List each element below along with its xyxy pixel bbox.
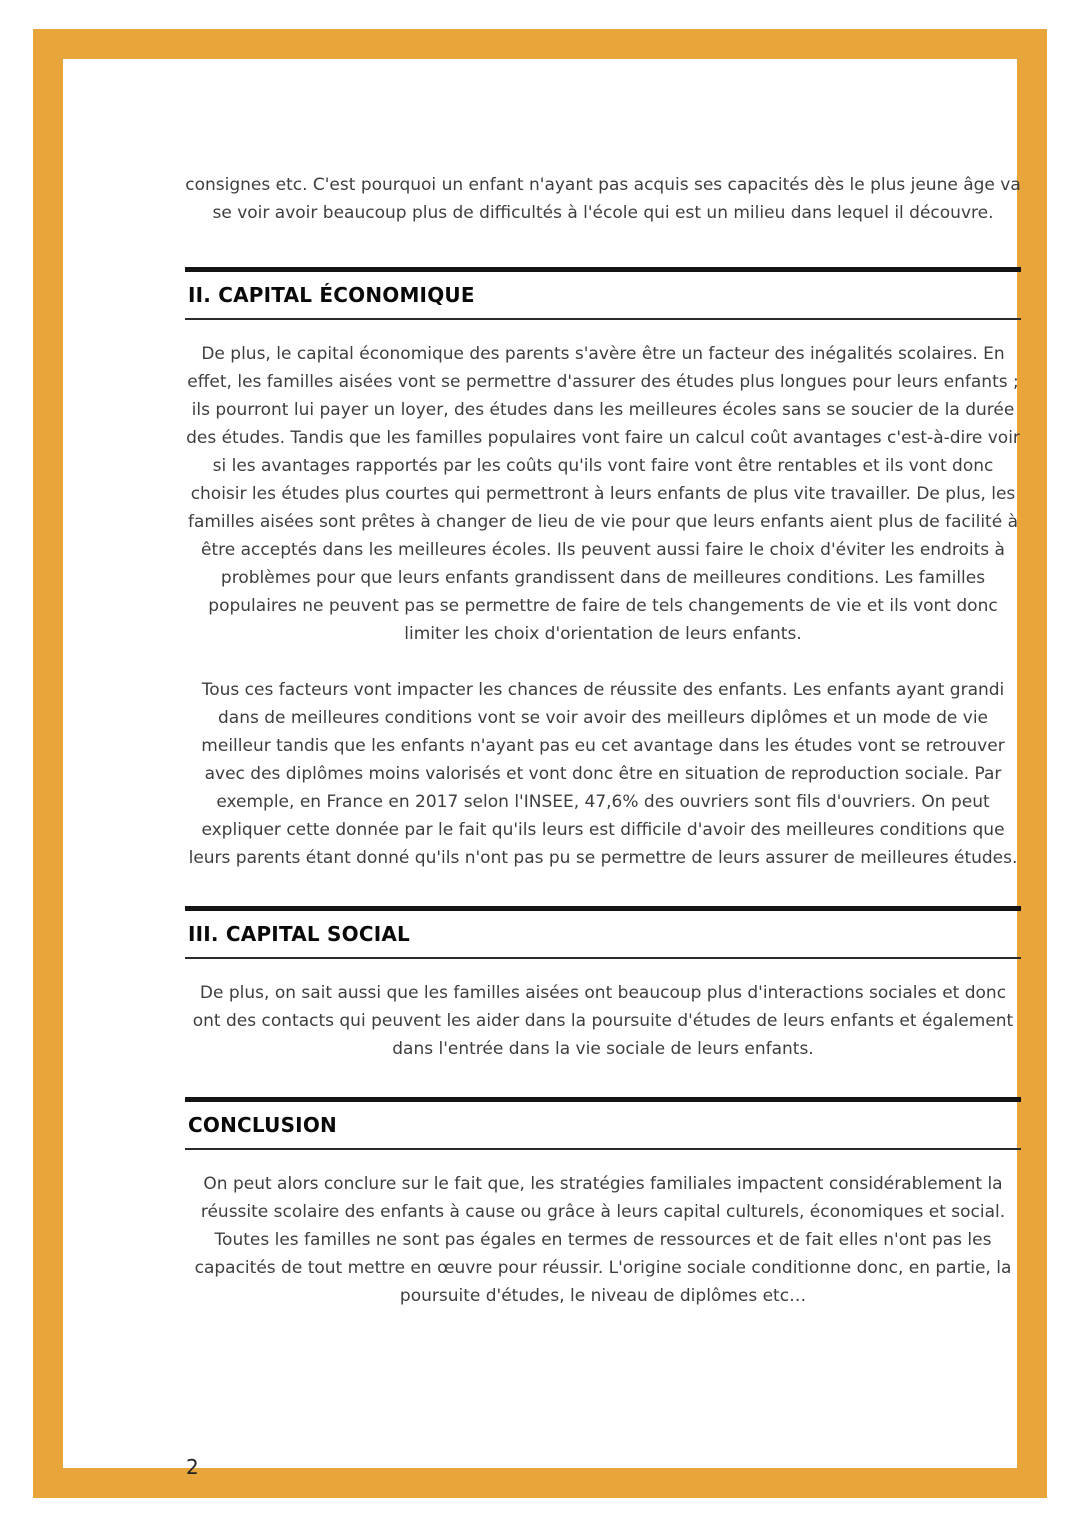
page-border-frame [33,29,1047,1498]
page-content [185,171,1021,1338]
section-conclusion [185,1097,1021,1310]
section-paragraph: De plus, on sait aussi que les familles aisées ont beaucoup plus d'interactions sociales et donc ont des contacts qui peuvent les aider dans la poursuite d'études de leurs enfants et également dans l'entrée dans la vie sociale de leurs enfants. [192,983,1014,1059]
section-capital-economique [185,267,1021,872]
section-heading-capital-economique: II. CAPITAL ÉCONOMIQUE [185,267,1021,320]
section-heading-capital-social: III. CAPITAL SOCIAL [185,906,1021,959]
section-heading-conclusion: CONCLUSION [185,1097,1021,1150]
intro-paragraph: consignes etc. C'est pourquoi un enfant n'ayant pas acquis ses capacités dès le plus jeune âge va se voir avoir beaucoup plus de difficultés à l'école qui est un milieu dans lequel il découvre. [185,175,1021,223]
section-paragraph: De plus, le capital économique des parents s'avère être un facteur des inégalités scolaires. En effet, les familles aisées vont se permettre d'assurer des études plus longues pour leurs enfants ; ils pourront lui payer un loyer, des études dans les meilleures écoles sans se soucier de la durée des études. Tandis que les familles populaires vont faire un calcul coût avantages c'est-à-dire voir si les avantages rapportés par les coûts qu'ils vont faire vont être rentables et ils vont donc choisir les études plus courtes qui permettront à leurs enfants de plus vite travailler. De plus, les familles aisées sont prêtes à changer de lieu de vie pour que leurs enfants aient plus de facilité à être acceptés dans les meilleures écoles. Ils peuvent aussi faire le choix d'éviter les endroits à problèmes pour que leurs enfants grandissent dans de meilleures conditions. Les familles populaires ne peuvent pas se permettre de faire de tels changements de vie et ils vont donc limiter les choix d'orientation de leurs enfants. [186,344,1020,644]
section-paragraph: On peut alors conclure sur le fait que, les stratégies familiales impactent considérablement la réussite scolaire des enfants à cause ou grâce à leurs capital culturels, économiques et social. Toutes les familles ne sont pas égales en termes de ressources et de fait elles n'ont pas les capacités de tout mettre en œuvre pour réussir. L'origine sociale conditionne donc, en partie, la poursuite d'études, le niveau de diplômes etc… [194,1174,1012,1306]
page-number: 2 [186,1455,199,1479]
section-paragraph: Tous ces facteurs vont impacter les chances de réussite des enfants. Les enfants ayant grandi dans de meilleures conditions vont se voir avoir des meilleurs diplômes et un mode de vie meilleur tandis que les enfants n'ayant pas eu cet avantage dans les études vont se retrouver avec des diplômes moins valorisés et vont donc être en situation de reproduction sociale. Par exemple, en France en 2017 selon l'INSEE, 47,6% des ouvriers sont fils d'ouvriers. On peut expliquer cette donnée par le fait qu'ils leurs est difficile d'avoir des meilleures conditions que leurs parents étant donné qu'ils n'ont pas pu se permettre de leurs assurer de meilleures études. [188,680,1018,868]
section-capital-social [185,906,1021,1063]
